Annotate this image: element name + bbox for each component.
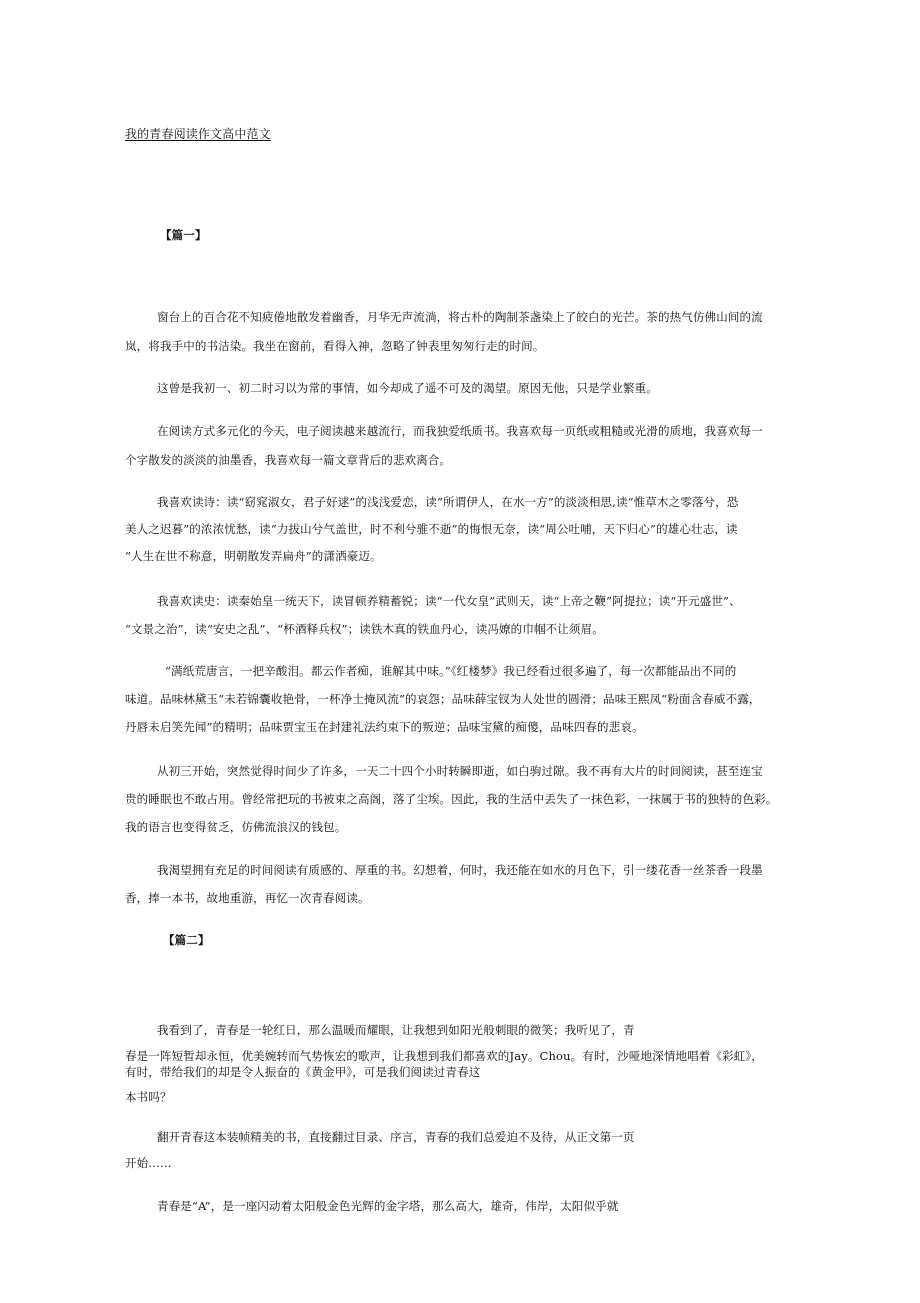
- paragraph-line: 我看到了，青春是一轮红日，那么温暖而耀眼，让我想到如阳光般刺眼的微笑；我听见了，青: [157, 1023, 635, 1037]
- paragraph-line: 从初三开始，突然觉得时间少了许多，一天二十四个小时转瞬即逝，如白驹过隙。我不再有大片的时间阅读，甚至连宝: [157, 764, 763, 778]
- section-heading-2: 【篇二】: [163, 933, 210, 947]
- paragraph-line: 窗台上的百合花不知疲倦地散发着幽香，月华无声流淌，将古朴的陶制茶盏染上了皎白的光芒。茶的热气仿佛山间的流: [157, 310, 763, 324]
- document-title: 我的青春阅读作文高中范文: [125, 127, 271, 141]
- paragraph-line: 美人之迟暮”的浓浓忧愁，读“力拔山兮气盖世，时不利兮骓不逝”的悔恨无奈，读“周公吐哺，天下归心”的雄心壮志，读: [125, 522, 738, 536]
- paragraph-line: 岚，将我手中的书洁染。我坐在窗前，看得入神，忽略了钟表里匆匆行走的时间。: [125, 339, 545, 353]
- paragraph-line: 我喜欢读诗：读“窈窕淑女，君子好逑”的浅浅爱恋，读“所谓伊人，在水一方”的淡淡相思,读“惟草木之零落兮，恐: [157, 495, 739, 509]
- paragraph-line: 翻开青春这本装帧精美的书，直接翻过目录、序言，青春的我们总爱迫不及待，从正文第一页: [157, 1130, 635, 1144]
- paragraph-line: 丹唇未启笑先闻”的精明；品味贾宝玉在封建礼法约束下的叛逆；品味宝黛的痴傻，品味四春的悲哀。: [125, 720, 644, 734]
- paragraph-line: 贵的睡眠也不敢占用。曾经常把玩的书被束之高阁，落了尘埃。因此，我的生活中丢失了一抹色彩，一抹属于书的独特的色彩。: [125, 792, 778, 806]
- paragraph-line: 有时，带给我们的却是令人振奋的《黄金甲》，可是我们阅读过青春这: [125, 1065, 481, 1079]
- paragraph-line: 在阅读方式多元化的今天，电子阅读越来越流行，而我独爱纸质书。我喜欢每一页纸或粗糙或光滑的质地，我喜欢每一: [157, 424, 763, 438]
- paragraph-line: 青春是“A”，是一座闪动着太阳般金色光辉的金字塔，那么高大，雄奇，伟岸，太阳似乎就: [157, 1199, 619, 1213]
- paragraph-line: 这曾是我初一、初二时习以为常的事情，如今却成了遥不可及的渴望。原因无他，只是学业繁重。: [157, 381, 658, 395]
- paragraph-line: “满纸荒唐言，一把辛酸泪。都云作者痴，谁解其中味。”《红楼梦》我已经看过很多遍了，每一次都能品出不同的: [165, 664, 737, 678]
- paragraph-line: 我渴望拥有充足的时间阅读有质感的、厚重的书。幻想着，何时，我还能在如水的月色下，引一缕花香一丝茶香一段墨: [157, 863, 763, 877]
- section-heading-1: 【篇一】: [160, 228, 207, 242]
- paragraph-line: 个字散发的淡淡的油墨香，我喜欢每一篇文章背后的悲欢离合。: [125, 453, 452, 467]
- paragraph-line: 开始……: [125, 1156, 172, 1170]
- paragraph-line: 味道。品味林黛玉“未若锦囊收艳骨，一杯净土掩风流”的哀怨；品味薛宝钗为人处世的圆滑；品味王熙凤“粉面含春威不露，: [125, 692, 761, 706]
- paragraph-line: “文景之治”，读“安史之乱”、“杯酒释兵权”；读铁木真的铁血丹心，读冯嫽的巾帼不让须眉。: [125, 622, 604, 636]
- paragraph-line: 我的语言也变得贫乏，仿佛流浪汉的钱包。: [125, 820, 347, 834]
- paragraph-line: 香，捧一本书，故地重游，再忆一次青春阅读。: [125, 891, 370, 905]
- paragraph-line: 春是一阵短暂却永恒，优美婉转而气势恢宏的歌声，让我想到我们都喜欢的Jay。Chou。有时，沙哑地深情地唱着《彩虹》，: [125, 1049, 763, 1063]
- paragraph-line: 本书吗？: [125, 1090, 172, 1104]
- paragraph-line: 我喜欢读史：读秦始皇一统天下，读冒顿养精蓄锐；读“一代女皇”武则天，读“上帝之鞭”阿提拉；读“开元盛世”、: [157, 594, 741, 608]
- paragraph-line: “人生在世不称意，明朝散发弄扁舟”的潇洒豪迈。: [125, 549, 382, 563]
